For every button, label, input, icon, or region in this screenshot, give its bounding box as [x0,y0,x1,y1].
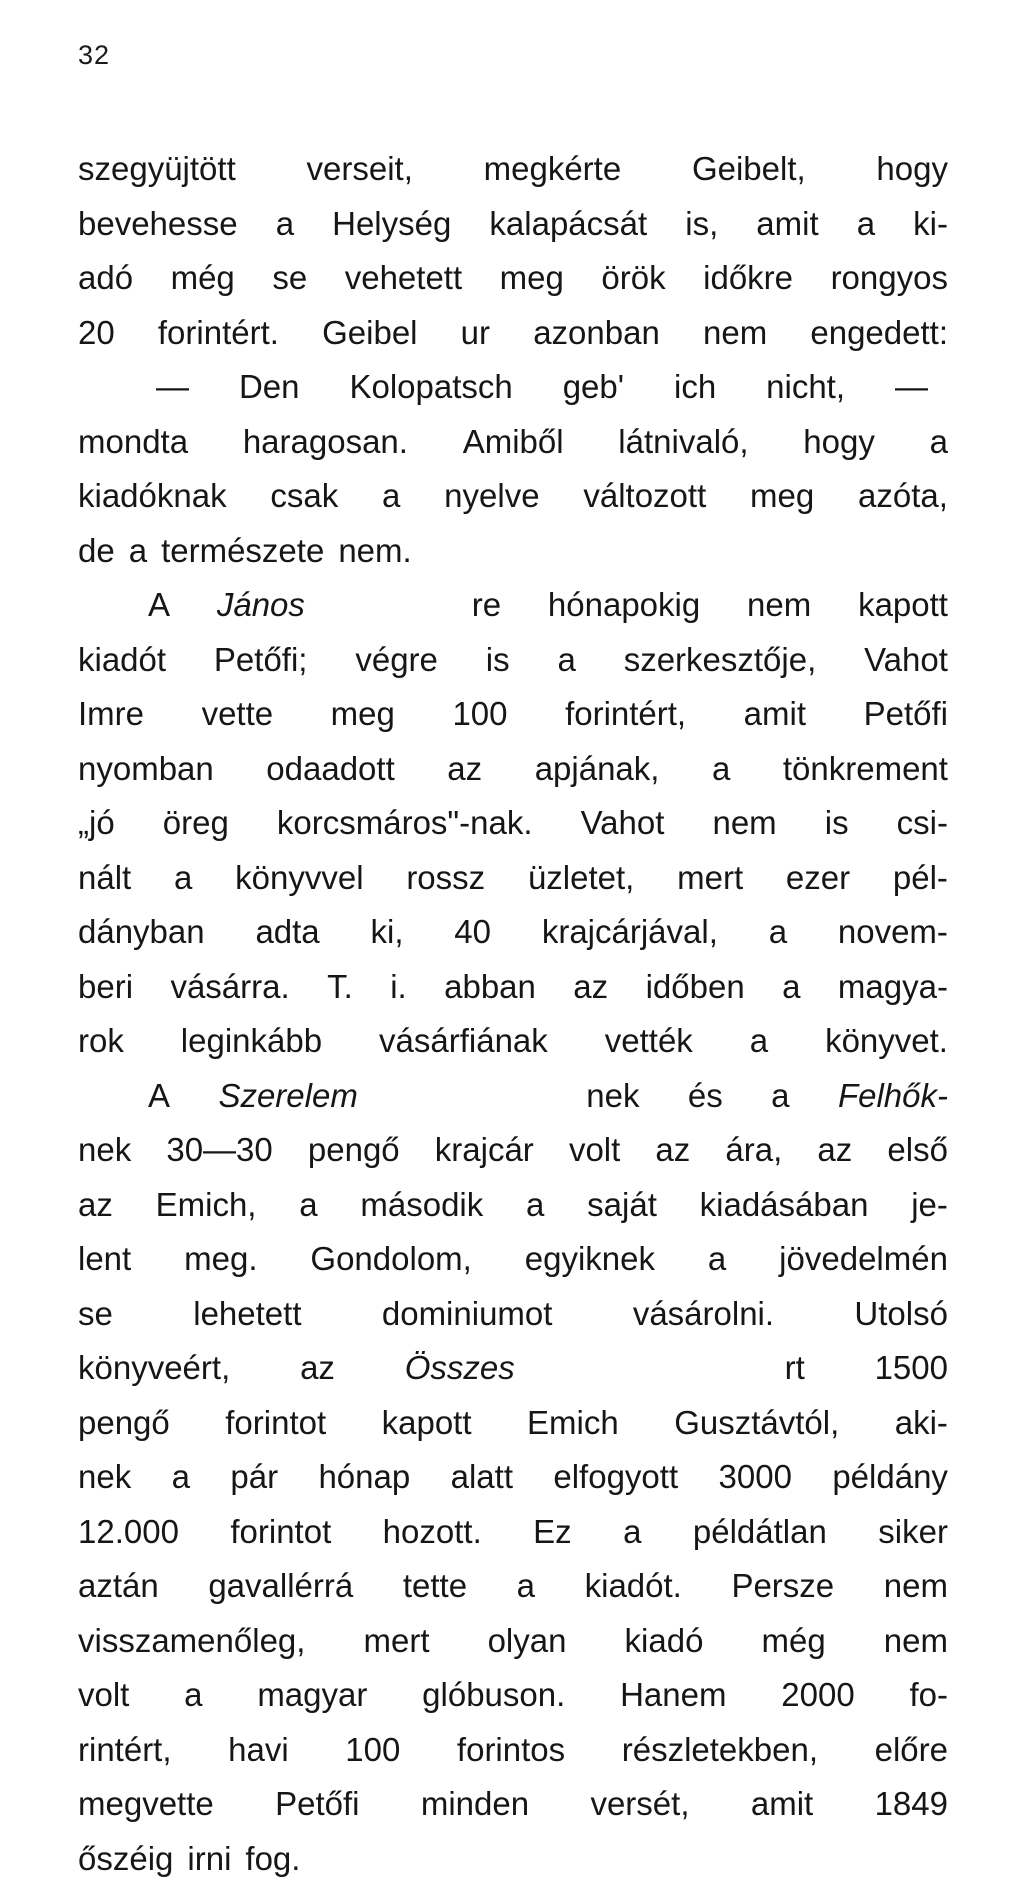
text-word: 3000 [719,1450,792,1505]
text-word: megvette [78,1777,214,1832]
text-word: a [557,633,575,688]
text-line [78,142,948,197]
text-word: Imre [78,687,144,742]
text-word: üzletet, [528,851,634,906]
text-word: elfogyott [553,1450,678,1505]
text-word: pengő [308,1123,400,1178]
text-word: Den [239,360,300,415]
text-word: vásárfiának [379,1014,548,1069]
text-word: bevehesse [78,197,238,252]
text-word: Ez [533,1505,572,1560]
text-word: azonban [533,306,660,361]
text-word: magya- [838,960,948,1015]
text-word: nem [884,1559,948,1614]
text-word: azóta, [858,469,948,524]
text-word: Gondolom, [310,1232,471,1287]
text-word: — [156,360,189,415]
text-word: pár [230,1450,278,1505]
text-word: 1849 [875,1777,948,1832]
text-word: „jó [78,796,115,851]
text-word: novem- [838,905,948,960]
text-line [78,687,948,742]
text-word: Felhők- [838,1069,948,1124]
text-word: siker [878,1505,948,1560]
text-word: hónap [318,1450,410,1505]
text-word: a [276,197,294,252]
text-word: kapott [858,578,948,633]
text-line [78,1723,948,1778]
body-text [78,142,948,1886]
text-word: még [171,251,235,306]
text-word: mert [677,851,743,906]
text-word: T. [327,960,353,1015]
text-word: is [486,633,510,688]
text-word: időkre [703,251,793,306]
text-word: példátlan [693,1505,827,1560]
text-word: kiadót. [585,1559,682,1614]
text-word: látnivaló, [618,415,748,470]
text-word: nyomban [78,742,214,797]
text-word: 12.000 [78,1505,179,1560]
text-word: rintért, [78,1723,172,1778]
text-line [78,1123,948,1178]
text-word: Emich [527,1396,619,1451]
text-word: krajcár [435,1123,534,1178]
text-word: a [382,469,400,524]
text-line [78,1341,948,1396]
text-word: nem [747,578,811,633]
text-word: tönkrement [783,742,948,797]
text-word: magyar [257,1668,367,1723]
text-word: geb' [563,360,624,415]
text-word: természete [161,524,324,579]
text-line [78,251,948,306]
text-word: a [299,1178,317,1233]
text-line [78,1668,948,1723]
text-word: a [172,1450,190,1505]
text-word: kiadót [78,633,166,688]
text-line [78,1014,948,1069]
text-word: nem [703,306,767,361]
text-word: Hanem [620,1668,726,1723]
text-line [78,524,948,579]
text-word: a [184,1668,202,1723]
text-word: az [817,1123,852,1178]
text-word: kiadásában [700,1178,869,1233]
text-line [78,1396,948,1451]
text-word: is [825,796,849,851]
text-word: volt [78,1668,129,1723]
text-word: nem. [338,524,411,579]
text-word: lent [78,1232,131,1287]
text-word: ich [674,360,716,415]
text-word: kiadó [625,1614,704,1669]
text-word: Helység [332,197,451,252]
text-word: időben [646,960,745,1015]
text-word: ki- [913,197,948,252]
text-word: a [769,905,787,960]
text-word: ur [461,306,490,361]
text-word: Szerelem [218,1069,357,1124]
text-word: nem [884,1614,948,1669]
text-line [78,1505,948,1560]
text-word: minden [421,1777,529,1832]
text-word: amit [744,687,806,742]
text-word: vehetett [345,251,462,306]
text-word: se [272,251,307,306]
text-word: az [655,1123,690,1178]
text-word: a [526,1178,544,1233]
text-line [78,796,948,851]
text-word: verseit, [307,142,413,197]
text-word: meg [500,251,564,306]
text-word: az [300,1341,335,1396]
text-word: a [517,1559,535,1614]
text-word: meg [750,469,814,524]
text-word: jövedelmén [779,1232,948,1287]
text-word: forintért, [565,687,686,742]
text-line [78,306,948,361]
text-word: Emich, [156,1178,257,1233]
text-word: volt [569,1123,620,1178]
text-word: az [573,960,608,1015]
text-word: glóbuson. [422,1668,565,1723]
text-word: odaadott [266,742,394,797]
text-word: A [148,1069,170,1124]
text-word: példány [832,1450,948,1505]
text-word: gavallérrá [208,1559,353,1614]
text-word: apjának, [535,742,660,797]
text-word: fo- [909,1668,948,1723]
text-word: változott [583,469,706,524]
text-word: irni [187,1832,231,1886]
text-word: korcsmáros"-nak. [277,796,533,851]
text-word: második [360,1178,483,1233]
text-line [78,1232,948,1287]
text-word: haragosan. [243,415,408,470]
text-line [78,905,948,960]
text-word: hozott. [383,1505,482,1560]
text-line [78,742,948,797]
text-word: amit [751,1777,813,1832]
text-word: nek [78,1450,131,1505]
text-line [78,1287,948,1342]
text-word: dányban [78,905,205,960]
text-word: a [623,1505,641,1560]
text-line [78,1069,948,1124]
text-word: 100 [452,687,507,742]
text-line [78,1559,948,1614]
text-word: abban [444,960,536,1015]
text-word: 100 [345,1723,400,1778]
text-word: beri [78,960,133,1015]
text-word: visszamenőleg, [78,1614,305,1669]
text-word: vásárolni. [633,1287,774,1342]
text-word: ezer [786,851,850,906]
text-word: Utolsó [854,1287,948,1342]
text-word: nicht, [766,360,845,415]
text-word: versét, [590,1777,689,1832]
text-line [78,197,948,252]
text-word: a [930,415,948,470]
text-word: a [857,197,875,252]
text-word: re [472,578,501,633]
text-word: is, [685,197,718,252]
text-word: forintot [225,1396,326,1451]
text-word: őszéig [78,1832,173,1886]
text-word: rok [78,1014,124,1069]
text-word: ára, [725,1123,782,1178]
text-word: Petőfi; [214,633,308,688]
text-word: aki- [895,1396,948,1451]
text-word: Vahot [864,633,948,688]
text-word: öreg [163,796,229,851]
text-word: amit [756,197,818,252]
text-word: olyan [488,1614,567,1669]
text-word: kapott [382,1396,472,1451]
text-line [78,415,948,470]
text-word: Petőfi [864,687,948,742]
text-word: részletekben, [622,1723,818,1778]
text-line [78,960,948,1015]
text-line [78,1178,948,1233]
text-word: könyveért, [78,1341,230,1396]
text-word: kiadóknak [78,469,227,524]
text-line [78,469,948,524]
text-word: adta [255,905,319,960]
text-word: pél- [893,851,948,906]
text-word: Persze [731,1559,834,1614]
text-word: 20 [78,306,115,361]
text-word: fog. [245,1832,300,1886]
text-word: kalapácsát [489,197,647,252]
text-line [78,1614,948,1669]
text-word: nek [586,1069,639,1124]
text-word: előre [875,1723,948,1778]
text-word: a [712,742,730,797]
text-word: 30—30 [166,1123,272,1178]
text-word: hogy [803,415,875,470]
text-word: aztán [78,1559,159,1614]
text-word: a [174,851,192,906]
text-word: rongyos [831,251,948,306]
text-word: vették [605,1014,693,1069]
text-word: de [78,524,115,579]
text-word: engedett: [810,306,948,361]
text-word: forintért. [158,306,279,361]
text-line [78,578,948,633]
text-word: a [129,524,147,579]
text-word: Amiből [463,415,564,470]
text-word: Összes [405,1341,515,1396]
text-word: szerkesztője, [624,633,817,688]
text-word: még [761,1614,825,1669]
text-word: nem [712,796,776,851]
text-word: Geibelt, [692,142,806,197]
text-line [78,1832,948,1886]
text-word: a [708,1232,726,1287]
text-word: 2000 [781,1668,854,1723]
text-word: pengő [78,1396,170,1451]
text-word: János [217,578,305,633]
text-word: mondta [78,415,188,470]
text-word: Petőfi [275,1777,359,1832]
text-word: a [771,1069,789,1124]
text-word: dominiumot [382,1287,553,1342]
text-word: saját [587,1178,657,1233]
text-word: és [688,1069,723,1124]
text-word: nek [78,1123,131,1178]
text-word: vette [202,687,274,742]
text-word: lehetett [193,1287,301,1342]
text-word: szegyüjtött [78,142,236,197]
text-word: 1500 [875,1341,948,1396]
text-word: a [782,960,800,1015]
text-word: ki, [370,905,403,960]
text-word: 40 [454,905,491,960]
text-word: alatt [451,1450,513,1505]
text-line [78,1450,948,1505]
text-word: Kolopatsch [349,360,512,415]
text-word: csak [270,469,338,524]
text-word: Gusztávtól, [674,1396,839,1451]
text-word: mert [364,1614,430,1669]
text-word: forintot [230,1505,331,1560]
text-word: az [78,1178,113,1233]
text-word: leginkább [181,1014,322,1069]
text-word: hogy [876,142,948,197]
text-word: krajcárjával, [542,905,718,960]
text-word: forintos [457,1723,565,1778]
text-word: tette [403,1559,467,1614]
text-line [78,851,948,906]
text-word: adó [78,251,133,306]
text-word: csi- [897,796,948,851]
text-word: Vahot [581,796,665,851]
text-word: je- [911,1178,948,1233]
text-word: nált [78,851,131,906]
text-word: az [447,742,482,797]
text-word: rt [785,1341,805,1396]
text-word: végre [355,633,438,688]
page-number: 32 [78,40,110,71]
text-word: egyiknek [525,1232,655,1287]
text-word: első [887,1123,948,1178]
text-word: a [750,1014,768,1069]
text-word: i. [390,960,407,1015]
text-word: A [148,578,170,633]
text-word: meg. [184,1232,257,1287]
text-word: könyvet. [825,1014,948,1069]
text-word: hónapokig [548,578,700,633]
text-word: — [895,360,928,415]
text-line [78,1777,948,1832]
text-word: Geibel [322,306,417,361]
text-line [78,633,948,688]
text-line [78,360,948,415]
text-word: nyelve [444,469,539,524]
text-word: se [78,1287,113,1342]
text-word: rossz [406,851,485,906]
text-word: megkérte [484,142,622,197]
text-word: meg [331,687,395,742]
text-word: vásárra. [170,960,289,1015]
text-word: havi [228,1723,289,1778]
text-word: örök [601,251,665,306]
text-word: könyvvel [235,851,363,906]
